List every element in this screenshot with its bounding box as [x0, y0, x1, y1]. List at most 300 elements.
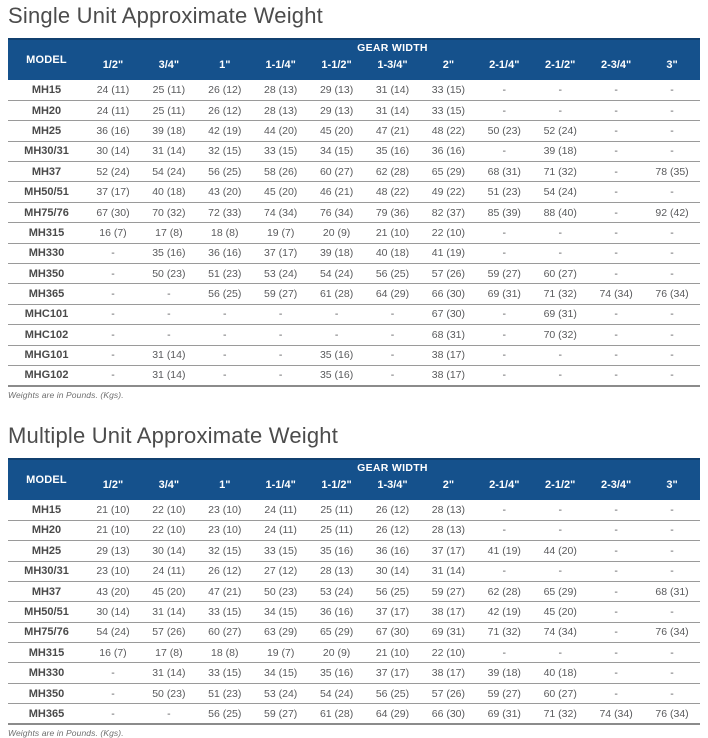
weight-cell: -: [644, 365, 700, 385]
model-cell: MH330: [8, 243, 85, 263]
model-cell: MH75/76: [8, 202, 85, 222]
weight-cell: -: [644, 325, 700, 345]
weight-cell: -: [588, 365, 644, 385]
weight-cell: -: [365, 345, 421, 365]
weight-cell: 43 (20): [197, 182, 253, 202]
weight-cell: 16 (7): [85, 223, 141, 243]
weight-cell: -: [141, 284, 197, 304]
weight-cell: 31 (14): [141, 345, 197, 365]
weight-cell: 22 (10): [141, 500, 197, 520]
weight-cell: 16 (7): [85, 643, 141, 663]
weight-cell: -: [644, 223, 700, 243]
weight-cell: 43 (20): [85, 581, 141, 601]
weight-cell: -: [85, 683, 141, 703]
weight-cell: 35 (16): [309, 663, 365, 683]
weight-cell: -: [85, 345, 141, 365]
weight-cell: -: [588, 121, 644, 141]
weight-cell: -: [588, 541, 644, 561]
weight-cell: 68 (31): [476, 162, 532, 182]
weight-cell: 45 (20): [253, 182, 309, 202]
weight-cell: 53 (24): [253, 683, 309, 703]
weight-cell: -: [476, 243, 532, 263]
weight-cell: -: [588, 602, 644, 622]
model-cell: MH315: [8, 223, 85, 243]
weight-cell: 38 (17): [420, 663, 476, 683]
weight-cell: 44 (20): [532, 541, 588, 561]
weight-cell: 54 (24): [309, 264, 365, 284]
weight-cell: 17 (8): [141, 643, 197, 663]
weight-cell: 22 (10): [420, 643, 476, 663]
weight-cell: 68 (31): [420, 325, 476, 345]
weight-cell: -: [588, 141, 644, 161]
weight-cell: -: [588, 182, 644, 202]
table-row: [8, 182, 700, 202]
weight-cell: 42 (19): [197, 121, 253, 141]
weight-cell: 67 (30): [85, 202, 141, 222]
weight-cell: 71 (32): [532, 284, 588, 304]
model-cell: MH350: [8, 264, 85, 284]
model-cell: MHG102: [8, 365, 85, 385]
weight-cell: 60 (27): [532, 683, 588, 703]
weight-cell: 37 (17): [365, 602, 421, 622]
weight-cell: -: [197, 365, 253, 385]
weight-cell: -: [253, 365, 309, 385]
weight-cell: 35 (16): [141, 243, 197, 263]
weight-cell: 38 (17): [420, 365, 476, 385]
weight-cell: -: [588, 643, 644, 663]
weight-cell: -: [141, 704, 197, 724]
weight-cell: -: [85, 243, 141, 263]
weight-cell: -: [588, 325, 644, 345]
model-cell: MH350: [8, 683, 85, 703]
weight-cell: -: [588, 264, 644, 284]
weight-cell: 72 (33): [197, 202, 253, 222]
section-title-multiple-unit: Multiple Unit Approximate Weight: [8, 422, 339, 448]
weight-cell: 38 (17): [420, 602, 476, 622]
weight-cell: -: [309, 325, 365, 345]
single-unit-weight-table: [8, 38, 700, 387]
weight-cell: -: [532, 643, 588, 663]
weight-cell: 31 (14): [141, 141, 197, 161]
weight-cell: 29 (13): [309, 100, 365, 120]
weight-cell: 56 (25): [197, 162, 253, 182]
weight-cell: -: [476, 304, 532, 324]
weight-cell: 36 (16): [309, 602, 365, 622]
weight-cell: -: [644, 345, 700, 365]
model-cell: MH365: [8, 704, 85, 724]
table-row: [8, 581, 700, 601]
weight-cell: -: [644, 304, 700, 324]
weight-cell: 26 (12): [365, 500, 421, 520]
weight-cell: -: [85, 304, 141, 324]
weight-cell: 58 (26): [253, 162, 309, 182]
weight-cell: 37 (17): [365, 663, 421, 683]
weight-cell: 74 (34): [588, 704, 644, 724]
weight-cell: -: [644, 80, 700, 100]
weight-cell: -: [532, 80, 588, 100]
model-cell: MHC101: [8, 304, 85, 324]
weight-cell: 21 (10): [365, 223, 421, 243]
weight-cell: 48 (22): [420, 121, 476, 141]
weight-cell: 57 (26): [141, 622, 197, 642]
gear-width-column-header: 2-3/4": [588, 474, 644, 500]
weight-cell: -: [644, 643, 700, 663]
multiple-unit-weight-section: [8, 420, 700, 738]
weight-cell: 45 (20): [532, 602, 588, 622]
weight-cell: 18 (8): [197, 223, 253, 243]
weight-cell: 31 (14): [365, 100, 421, 120]
weight-cell: 26 (12): [197, 561, 253, 581]
weight-cell: -: [532, 561, 588, 581]
weight-cell: -: [644, 602, 700, 622]
weight-cell: 76 (34): [644, 704, 700, 724]
weight-cell: 50 (23): [141, 264, 197, 284]
weight-cell: 54 (24): [309, 683, 365, 703]
weight-cell: 39 (18): [141, 121, 197, 141]
weight-cell: 67 (30): [365, 622, 421, 642]
weight-cell: 31 (14): [420, 561, 476, 581]
model-cell: MH365: [8, 284, 85, 304]
weight-cell: 28 (13): [420, 500, 476, 520]
weight-cell: 51 (23): [197, 683, 253, 703]
weight-cell: -: [588, 202, 644, 222]
weight-cell: 21 (10): [85, 500, 141, 520]
weight-cell: 49 (22): [420, 182, 476, 202]
weight-cell: 64 (29): [365, 284, 421, 304]
weight-cell: -: [588, 683, 644, 703]
weight-cell: 35 (16): [365, 141, 421, 161]
weight-cell: -: [253, 345, 309, 365]
table-row: [8, 325, 700, 345]
weight-cell: 23 (10): [197, 500, 253, 520]
weight-cell: -: [644, 100, 700, 120]
weight-cell: 28 (13): [253, 80, 309, 100]
weight-cell: -: [85, 325, 141, 345]
table-row: [8, 202, 700, 222]
weight-cell: 24 (11): [85, 80, 141, 100]
table-header: [8, 39, 700, 80]
weight-cell: 79 (36): [365, 202, 421, 222]
weight-cell: -: [253, 304, 309, 324]
model-cell: MH15: [8, 500, 85, 520]
table-row: [8, 100, 700, 120]
table-row: [8, 223, 700, 243]
model-column-header: MODEL: [8, 39, 85, 80]
gear-width-group-header: GEAR WIDTH: [85, 39, 700, 54]
gear-width-column-header: 1-1/2": [309, 474, 365, 500]
weight-cell: 25 (11): [141, 100, 197, 120]
weight-cell: 24 (11): [253, 500, 309, 520]
weight-cell: 37 (17): [253, 243, 309, 263]
weight-cell: 57 (26): [420, 264, 476, 284]
model-cell: MH30/31: [8, 561, 85, 581]
weight-cell: 28 (13): [253, 100, 309, 120]
weight-cell: 40 (18): [365, 243, 421, 263]
weight-cell: 45 (20): [309, 121, 365, 141]
weight-cell: 26 (12): [197, 80, 253, 100]
weight-cell: 52 (24): [85, 162, 141, 182]
weight-cell: 52 (24): [532, 121, 588, 141]
weight-cell: 39 (18): [476, 663, 532, 683]
table-row: [8, 264, 700, 284]
weight-cell: -: [476, 325, 532, 345]
weight-cell: -: [85, 264, 141, 284]
weight-cell: 20 (9): [309, 643, 365, 663]
weight-cell: 56 (25): [197, 704, 253, 724]
weight-cell: -: [476, 100, 532, 120]
weight-cell: 70 (32): [141, 202, 197, 222]
weight-cell: -: [644, 141, 700, 161]
weight-cell: 69 (31): [476, 284, 532, 304]
weight-cell: -: [476, 345, 532, 365]
weight-cell: 41 (19): [476, 541, 532, 561]
weight-cell: 54 (24): [532, 182, 588, 202]
weight-cell: 56 (25): [365, 581, 421, 601]
gear-width-column-header: 3": [644, 54, 700, 80]
table-row: [8, 500, 700, 520]
weight-cell: 27 (12): [253, 561, 309, 581]
table-footnote: Weights are in Pounds. (Kgs).: [8, 389, 124, 400]
weight-cell: 71 (32): [532, 704, 588, 724]
weight-cell: -: [644, 663, 700, 683]
model-cell: MH25: [8, 121, 85, 141]
weight-cell: 32 (15): [197, 541, 253, 561]
table-row: [8, 162, 700, 182]
weight-cell: 28 (13): [309, 561, 365, 581]
weight-cell: 36 (16): [197, 243, 253, 263]
weight-cell: 42 (19): [476, 602, 532, 622]
weight-cell: 48 (22): [365, 182, 421, 202]
weight-cell: -: [253, 325, 309, 345]
weight-cell: 69 (31): [532, 304, 588, 324]
table-row: [8, 663, 700, 683]
weight-cell: -: [644, 520, 700, 540]
model-cell: MH330: [8, 663, 85, 683]
weight-cell: 76 (34): [309, 202, 365, 222]
weight-cell: 47 (21): [197, 581, 253, 601]
weight-cell: -: [588, 663, 644, 683]
gear-width-column-header: 2-1/2": [532, 474, 588, 500]
weight-cell: 69 (31): [476, 704, 532, 724]
single-unit-weight-section: [8, 0, 700, 400]
table-row: [8, 520, 700, 540]
gear-width-column-header: 2": [420, 54, 476, 80]
weight-cell: 59 (27): [420, 581, 476, 601]
weight-cell: 26 (12): [197, 100, 253, 120]
weight-cell: 18 (8): [197, 643, 253, 663]
weight-cell: 24 (11): [141, 561, 197, 581]
weight-cell: 35 (16): [309, 345, 365, 365]
weight-cell: -: [588, 500, 644, 520]
weight-cell: -: [588, 304, 644, 324]
weight-cell: -: [588, 561, 644, 581]
weight-cell: 65 (29): [420, 162, 476, 182]
weight-cell: 67 (30): [420, 304, 476, 324]
weight-cell: -: [644, 121, 700, 141]
model-cell: MH20: [8, 100, 85, 120]
table-row: [8, 243, 700, 263]
weight-cell: 23 (10): [197, 520, 253, 540]
weight-cell: -: [85, 704, 141, 724]
table-row: [8, 80, 700, 100]
weight-cell: 19 (7): [253, 643, 309, 663]
weight-cell: 74 (34): [588, 284, 644, 304]
weight-cell: -: [532, 100, 588, 120]
model-cell: MHC102: [8, 325, 85, 345]
gear-width-column-header: 2": [420, 474, 476, 500]
weight-cell: 69 (31): [420, 622, 476, 642]
weight-cell: -: [588, 100, 644, 120]
weight-cell: 59 (27): [476, 683, 532, 703]
weight-cell: 35 (16): [309, 541, 365, 561]
weight-cell: 68 (31): [644, 581, 700, 601]
table-row: [8, 121, 700, 141]
weight-cell: 62 (28): [476, 581, 532, 601]
weight-cell: 53 (24): [309, 581, 365, 601]
weight-cell: 61 (28): [309, 284, 365, 304]
weight-cell: 40 (18): [532, 663, 588, 683]
weight-cell: 37 (17): [85, 182, 141, 202]
weight-cell: 45 (20): [141, 581, 197, 601]
table-body: [8, 80, 700, 386]
weight-cell: 92 (42): [644, 202, 700, 222]
weight-cell: -: [365, 304, 421, 324]
weight-cell: -: [532, 243, 588, 263]
weight-cell: 34 (15): [253, 663, 309, 683]
weight-cell: 46 (21): [309, 182, 365, 202]
table-row: [8, 643, 700, 663]
weight-cell: -: [476, 561, 532, 581]
table-row: [8, 345, 700, 365]
weight-cell: 74 (34): [532, 622, 588, 642]
weight-cell: 39 (18): [532, 141, 588, 161]
model-cell: MH15: [8, 80, 85, 100]
weight-cell: -: [365, 325, 421, 345]
weight-cell: 64 (29): [365, 704, 421, 724]
weight-cell: 62 (28): [365, 162, 421, 182]
weight-cell: 61 (28): [309, 704, 365, 724]
weight-cell: 33 (15): [420, 80, 476, 100]
gear-width-column-header: 1-1/4": [253, 474, 309, 500]
model-cell: MH20: [8, 520, 85, 540]
weight-cell: -: [197, 304, 253, 324]
table-row: [8, 622, 700, 642]
weight-cell: 33 (15): [197, 602, 253, 622]
weight-cell: -: [588, 243, 644, 263]
weight-cell: -: [532, 365, 588, 385]
weight-cell: 44 (20): [253, 121, 309, 141]
table-row: [8, 602, 700, 622]
weight-cell: -: [644, 541, 700, 561]
gear-width-column-header: 1-1/4": [253, 54, 309, 80]
weight-cell: -: [85, 284, 141, 304]
model-column-header: MODEL: [8, 459, 85, 500]
weight-cell: -: [309, 304, 365, 324]
gear-width-column-header: 1/2": [85, 54, 141, 80]
model-cell: MHG101: [8, 345, 85, 365]
model-cell: MH37: [8, 162, 85, 182]
weight-cell: -: [365, 365, 421, 385]
weight-cell: -: [588, 223, 644, 243]
weight-cell: 24 (11): [85, 100, 141, 120]
weight-cell: 60 (27): [532, 264, 588, 284]
gear-width-column-header: 2-1/4": [476, 54, 532, 80]
table-row: [8, 541, 700, 561]
weight-cell: 28 (13): [420, 520, 476, 540]
weight-cell: 30 (14): [85, 602, 141, 622]
model-cell: MH37: [8, 581, 85, 601]
weight-cell: 39 (18): [309, 243, 365, 263]
gear-width-column-header: 1/2": [85, 474, 141, 500]
weight-cell: -: [532, 223, 588, 243]
weight-cell: 70 (32): [532, 325, 588, 345]
weight-cell: 85 (39): [476, 202, 532, 222]
gear-width-column-header: 2-3/4": [588, 54, 644, 80]
weight-cell: 82 (37): [420, 202, 476, 222]
multiple-unit-weight-table: [8, 458, 700, 725]
weight-cell: 33 (15): [420, 100, 476, 120]
model-cell: MH30/31: [8, 141, 85, 161]
weight-cell: 17 (8): [141, 223, 197, 243]
gear-width-column-header: 3/4": [141, 474, 197, 500]
gear-width-column-header: 1-3/4": [365, 474, 421, 500]
weight-cell: -: [197, 345, 253, 365]
weight-cell: 56 (25): [365, 264, 421, 284]
weight-cell: 50 (23): [141, 683, 197, 703]
weight-cell: 71 (32): [476, 622, 532, 642]
weight-cell: 31 (14): [141, 663, 197, 683]
weight-cell: 30 (14): [365, 561, 421, 581]
weight-cell: 32 (15): [197, 141, 253, 161]
weight-cell: -: [476, 141, 532, 161]
weight-cell: -: [532, 520, 588, 540]
gear-width-group-header: GEAR WIDTH: [85, 459, 700, 474]
weight-cell: -: [141, 304, 197, 324]
weight-cell: 60 (27): [309, 162, 365, 182]
weight-cell: 33 (15): [253, 541, 309, 561]
weight-cell: -: [644, 243, 700, 263]
weight-cell: 53 (24): [253, 264, 309, 284]
weight-cell: 50 (23): [476, 121, 532, 141]
section-title-single-unit: Single Unit Approximate Weight: [8, 3, 323, 28]
weight-cell: 25 (11): [141, 80, 197, 100]
weight-cell: -: [644, 182, 700, 202]
weight-cell: 30 (14): [85, 141, 141, 161]
model-cell: MH315: [8, 643, 85, 663]
table-footnote: Weights are in Pounds. (Kgs).: [8, 728, 124, 738]
weight-cell: 60 (27): [197, 622, 253, 642]
weight-cell: -: [532, 500, 588, 520]
weight-cell: 36 (16): [420, 141, 476, 161]
weight-cell: 65 (29): [532, 581, 588, 601]
gear-width-column-header: 2-1/2": [532, 54, 588, 80]
weight-cell: 59 (27): [476, 264, 532, 284]
weight-cell: -: [588, 162, 644, 182]
weight-cell: -: [588, 622, 644, 642]
weight-cell: 50 (23): [253, 581, 309, 601]
weight-cell: 33 (15): [197, 663, 253, 683]
table-body: [8, 500, 700, 724]
weight-cell: 36 (16): [85, 121, 141, 141]
weight-cell: 25 (11): [309, 500, 365, 520]
weight-cell: -: [644, 561, 700, 581]
weight-cell: 36 (16): [365, 541, 421, 561]
model-cell: MH50/51: [8, 182, 85, 202]
gear-width-column-header: 1-1/2": [309, 54, 365, 80]
gear-width-column-header: 2-1/4": [476, 474, 532, 500]
weight-cell: 51 (23): [476, 182, 532, 202]
weight-cell: 40 (18): [141, 182, 197, 202]
